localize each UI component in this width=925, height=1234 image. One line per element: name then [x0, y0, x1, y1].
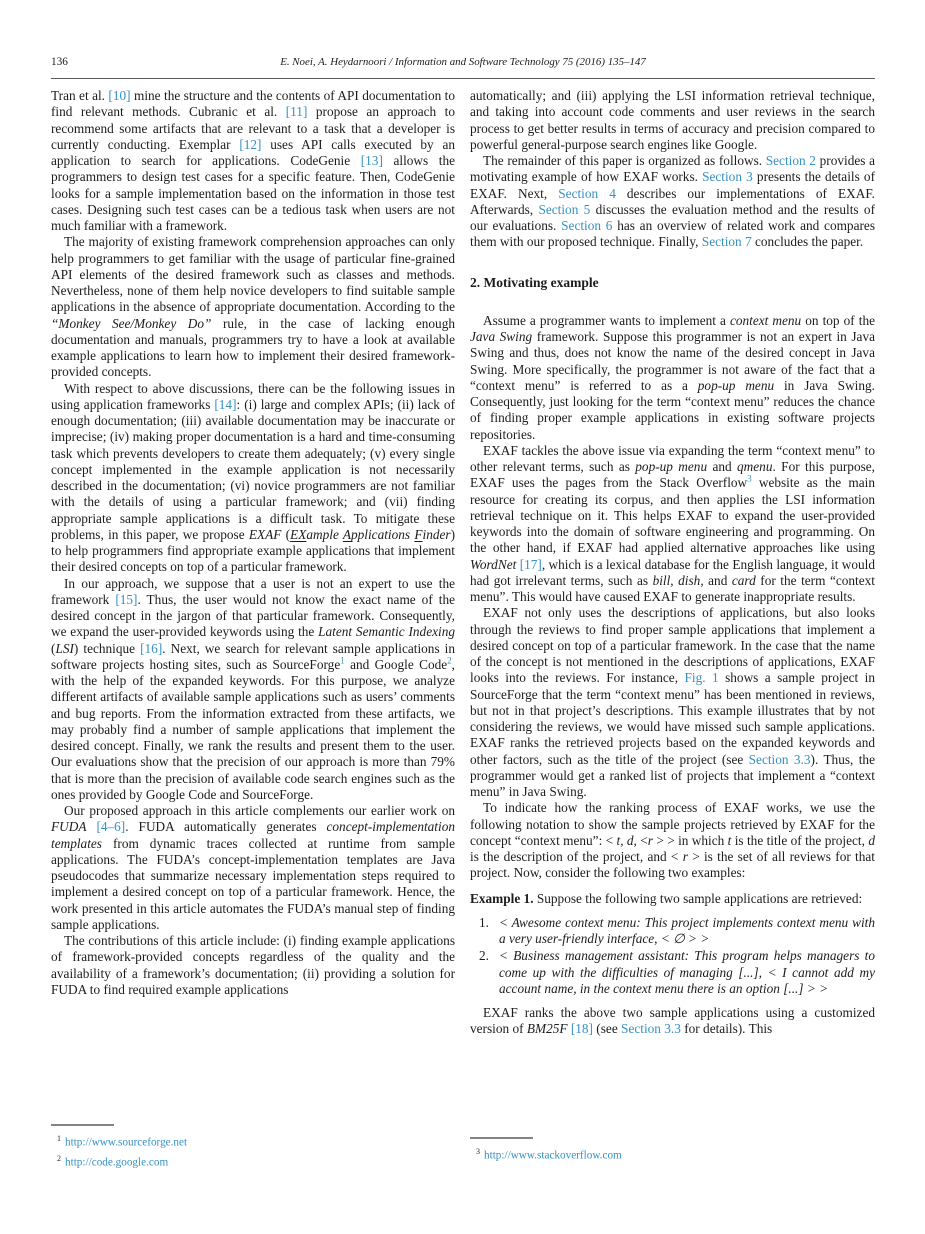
- footnote-marker-link[interactable]: 1: [340, 655, 345, 666]
- text-run: The majority of existing framework comprehension approaches can only help programmers to get familiar with the usage of particular fine-grained API elements of the desired framework such as classes and methods. Nevertheless, none of them help novice developers to find suitable sample applications in the absence of appropriate documentation. According to the: [51, 234, 455, 315]
- text-run: . FUDA automatically generates: [125, 819, 327, 835]
- text-run: ,: [670, 572, 679, 588]
- text-run: ) to help programmers find appropriate example applications that implement their desired concepts on top of a particular framework.: [51, 526, 455, 575]
- underlined-italic-text: A: [342, 526, 351, 542]
- italic-text: t, d,: [616, 832, 637, 848]
- text-run: , with the help of the expanded keywords. For this purpose, we analyze different artifacts of available sample applications such as users’ comments and bug reports. From the information extracted from these artifacts, we may probably find a number of sample applications that implement the desired concept. Finally, we rank the results and present them to the user. Our evaluations show that the precision of our approach is more than 79% that is more than the precision of available code search engines such as the ones provided by Google Code and SourceForge.: [51, 656, 455, 802]
- footnote: [51, 1131, 455, 1151]
- journal-line: E. Noei, A. Heydarnoori / Information and Software Technology 75 (2016) 135–147: [280, 56, 646, 68]
- paragraph: [51, 234, 455, 380]
- italic-text: Java Swing: [470, 329, 533, 344]
- text-run: Suppose the following two sample applications are retrieved:: [533, 890, 863, 906]
- text-run: concludes the paper.: [751, 234, 864, 250]
- text-run: allows the programmers to design test cases for a specific feature. Then, CodeGenie looks for a sample implementation based on the information in those test cases. Designing such test cases can be a tedious task when users are not much familiar with a framework.: [51, 153, 455, 233]
- text-run: EXAF ranks the above two sample applications using a customized version of: [470, 1005, 875, 1037]
- citation-link[interactable]: Section 2: [765, 153, 816, 168]
- text-run: . Next, we search for relevant sample applications in software projects hosting sites, such as SourceForge: [51, 640, 455, 672]
- text-run: In our approach, we suppose that a user is not an expert to use the framework: [51, 575, 455, 607]
- footnote: [51, 1151, 455, 1171]
- list-item-number: 2.: [479, 948, 489, 964]
- text-run: EXAF tackles the above issue via expanding the term “context menu” to other relevant terms, such as: [470, 442, 875, 474]
- citation-link[interactable]: Section 3: [702, 169, 753, 185]
- italic-text: d: [868, 832, 875, 848]
- text-run: for the term “context menu”. This would have caused EXAF to generate inappropriate results.: [470, 572, 875, 604]
- footnote-rule: [51, 1124, 114, 1126]
- text-run: uses API calls executed by an application to search for applications. CodeGenie: [51, 136, 455, 168]
- citation-link[interactable]: [10]: [108, 88, 131, 103]
- paragraph: [51, 933, 455, 998]
- text-run: on top of the: [801, 312, 875, 328]
- paragraph: [51, 88, 455, 234]
- citation-link[interactable]: Fig. 1: [684, 670, 719, 686]
- citation-link[interactable]: [14]: [214, 396, 237, 412]
- paragraph: [51, 576, 455, 804]
- text-run: website as the main resource for creating its corpus, and then applies the LSI information retrieval technique on it. This helps EXAF to expand the user-provided keywords into the domain of software engineering and programming. On the other hand, if EXAF had applied alternative approaches like using: [470, 475, 875, 556]
- citation-link[interactable]: [11]: [285, 104, 308, 120]
- page-header: [51, 56, 875, 79]
- list-item-number: 1.: [479, 914, 489, 930]
- text-run: shows a sample project in SourceForge that the term “context menu” has been mentioned in reviews, but not in that project’s descriptions. This example illustrates that by not considering the reviews, we would have missed such sample applications. EXAF ranks the retrieved projects based on the expanded keywords and other factors, such as the title of the project (see: [470, 670, 875, 767]
- text-run: propose an approach to recommend some artifacts that are relevant to a task that a developer is currently conducting. Exemplar: [51, 104, 455, 152]
- text-run: Assume a programmer wants to implement a: [483, 312, 730, 328]
- text-run: mine the structure and the contents of API documentation to find relevant methods. Cubranic et al.: [51, 88, 455, 120]
- left-footnotes: [51, 1124, 455, 1171]
- text-run: Tran et al.: [51, 88, 109, 103]
- italic-text: pop-up menu: [635, 459, 708, 474]
- footnote-marker-link[interactable]: 3: [747, 473, 752, 484]
- paragraph: [470, 88, 875, 153]
- citation-link[interactable]: [15]: [115, 591, 138, 607]
- citation-link[interactable]: [16]: [140, 640, 163, 656]
- right-column: [470, 88, 875, 1038]
- footnote-rule: [470, 1137, 533, 1139]
- paragraph: [470, 153, 875, 251]
- text-run: (see: [592, 1021, 622, 1037]
- text-run: > is the set of all reviews for that project. Now, consider the following two examples:: [470, 849, 875, 881]
- text-run: in Java Swing. Consequently, just looking for the term “context menu” reduces the chance of finding proper example applications in existing software projects repositories.: [470, 377, 875, 442]
- text-run: automatically; and (iii) applying the LSI information retrieval technique, and taking into account code comments and user reviews in the search process to get better results in terms of accuracy and precision compared to powerful general-purpose search engines like Google.: [470, 88, 875, 152]
- footnote-number: 1: [57, 1134, 61, 1143]
- italic-text: pop-up menu: [697, 377, 775, 393]
- citation-link[interactable]: Section 3.3: [748, 751, 811, 767]
- paragraph: [470, 891, 875, 907]
- italic-text: context menu: [729, 312, 802, 328]
- example-list-item: [470, 915, 875, 948]
- paragraph: [470, 605, 875, 800]
- text-run: The contributions of this article include: (i) finding example applications of framework-provided concepts regardless of the quality and the availability of a framework’s documentation; (ii) providing a solution for FUDA to find required example applications: [51, 933, 455, 997]
- page-number: 136: [51, 56, 68, 68]
- text-run: is the title of the project,: [731, 832, 869, 848]
- text-run: and Google Code: [344, 656, 448, 672]
- footnote-number: 2: [57, 1154, 61, 1164]
- text-run: , and: [700, 572, 732, 588]
- citation-link[interactable]: Section 4: [558, 185, 616, 201]
- italic-text: qmenu: [737, 459, 773, 474]
- italic-text: < Business management assistant: This program helps managers to come up with the difficulties of managing [...], < I cannot add my account name, in the context menu there is an option [...] > >: [499, 948, 875, 996]
- citation-link[interactable]: [4–6]: [96, 819, 126, 835]
- text-run: is the description of the project, and <: [470, 849, 683, 864]
- citation-link[interactable]: [13]: [360, 153, 383, 168]
- right-footnotes: [470, 1137, 875, 1164]
- text-run: describes our implementations of EXAF. Afterwards,: [470, 185, 875, 217]
- footnote-url-link[interactable]: http://www.sourceforge.net: [65, 1136, 188, 1149]
- text-run: ). Thus, the programmer would get a ranked list of projects that implement a “context menu” in Java Swing.: [470, 751, 875, 799]
- text-run: 2. Motivating example: [470, 274, 599, 290]
- italic-text: “Monkey See/Monkey Do”: [51, 315, 212, 331]
- text-run: from dynamic traces collected at runtime from sample applications. The FUDA’s concept-implementation templates are Java pseudocodes that summarize necessary implementation steps required to implement a desired concept on top of a particular framework. Hence, the work presented in this article automates the FUDA’s manual step of finding sample applications.: [51, 835, 455, 932]
- paragraph: [470, 1005, 875, 1038]
- paragraph: [51, 381, 455, 576]
- italic-text: pplications: [351, 526, 415, 542]
- citation-link[interactable]: Section 6: [561, 218, 613, 233]
- text-run: EXAF not only uses the descriptions of applications, but also looks through the reviews to find proper sample applications that implement a desired concept on top of a particular framework. In the case that the name of the concept is not mentioned in the descriptions of applications, EXAF looks into the reviews. For instance,: [470, 605, 875, 686]
- paragraph: [51, 803, 455, 933]
- text-run: : (i) large and complex APIs; (ii) lack of enough documentation; (iii) available documentation may be inaccurate or imprecise; (iv) making proper documentation is a hard and time-consuming task which prevents developers to create them adequately; (v) every single concept implemented in the example application is not necessarily described in the documentation; (vi) novice programmers are not familiar with the details of using a particular framework; and (vii) finding appropriate sample applications is a difficult task. To mitigate these problems, in this paper, we propose: [51, 396, 455, 542]
- text-run: framework. Suppose this programmer is not an expert in Java Swing and thus, does not know the name of the desired concept in Java Swing. More specifically, the programmer is not aware of the fact that a “context menu” is referred to as a: [470, 329, 875, 393]
- footnote: [470, 1144, 875, 1164]
- underlined-italic-text: F: [414, 526, 423, 542]
- text-run: ) technique: [73, 640, 141, 656]
- section-heading: [470, 275, 875, 291]
- citation-link[interactable]: Section 3.3: [621, 1021, 681, 1037]
- citation-link[interactable]: Section 5: [538, 201, 591, 217]
- footnote-url-link[interactable]: http://www.stackoverflow.com: [484, 1149, 622, 1162]
- italic-text: WordNet: [470, 556, 517, 572]
- text-run: (: [281, 526, 291, 542]
- footnote-marker-link[interactable]: 2: [447, 655, 452, 666]
- citation-link[interactable]: [18]: [570, 1021, 593, 1037]
- italic-text: BM25F: [526, 1021, 568, 1037]
- text-run: Our proposed approach in this article complements our earlier work on: [64, 803, 455, 818]
- italic-text: < Awesome context menu: This project implements context menu with a very user-friendly interface, < ∅ > >: [499, 914, 875, 946]
- left-column: [51, 88, 455, 998]
- bold-text: Example 1.: [470, 890, 534, 906]
- text-run: With respect to above discussions, there can be the following issues in using application frameworks: [51, 380, 455, 412]
- italic-text: FUDA: [51, 819, 87, 835]
- italic-text: EXAF: [248, 526, 282, 542]
- text-run: rule, in the case of lacking enough documentation and manuals, programmers try to have a look at available example applications to learn how to implement their desired framework-provided concepts.: [51, 315, 455, 380]
- italic-text: LSI: [55, 640, 74, 656]
- text-run: [86, 819, 96, 834]
- citation-link[interactable]: [17]: [519, 556, 542, 572]
- italic-text: inder: [422, 526, 451, 542]
- paragraph: [470, 443, 875, 606]
- text-run: has an overview of related work and compares them with our proposed technique. Finally,: [470, 218, 875, 250]
- footnote-url-link[interactable]: http://code.google.com: [65, 1156, 169, 1169]
- italic-text: r: [647, 832, 653, 848]
- text-run: <: [636, 832, 648, 848]
- italic-text: ample: [306, 526, 343, 542]
- text-run: presents the details of EXAF. Next,: [470, 169, 875, 201]
- text-run: . Thus, the user would not know the exact name of the desired concept in the jargon of that particular framework. Consequently, we expand the user-provided keywords using the: [51, 591, 455, 640]
- example-list-item: [470, 948, 875, 997]
- italic-text: concept-implementation templates: [51, 819, 455, 851]
- text-run: provides a motivating example of how EXAF works.: [470, 153, 875, 185]
- paragraph: [470, 800, 875, 881]
- italic-text: t: [727, 832, 732, 848]
- text-run: and: [707, 459, 738, 474]
- italic-text: Latent Semantic Indexing: [318, 624, 455, 640]
- citation-link[interactable]: Section 7: [701, 234, 752, 250]
- citation-link[interactable]: [12]: [239, 136, 262, 152]
- text-run: discusses the evaluation method and the results of our evaluations.: [470, 201, 875, 233]
- italic-text: r: [682, 849, 688, 864]
- footnote-number: 3: [476, 1147, 480, 1156]
- italic-text: dish: [678, 572, 701, 588]
- text-run: for details). This: [680, 1021, 773, 1037]
- italic-text: card: [731, 572, 756, 588]
- text-run: The remainder of this paper is organized as follows.: [483, 153, 766, 168]
- underlined-italic-text: EX: [290, 526, 307, 542]
- text-run: , which is a lexical database for the English language, it would had got irrelevant terms, such as: [470, 556, 875, 588]
- text-run: (: [51, 640, 56, 656]
- paragraph: [470, 313, 875, 443]
- text-run: To indicate how the ranking process of EXAF works, we use the following notation to show the sample projects retrieved by EXAF for the concept “context menu”: <: [470, 800, 875, 848]
- italic-text: bill: [652, 572, 671, 588]
- text-run: . For this purpose, EXAF uses the pages from the Stack Overflow: [470, 459, 875, 491]
- header-rule: [51, 78, 875, 79]
- text-run: > > in which: [652, 832, 728, 848]
